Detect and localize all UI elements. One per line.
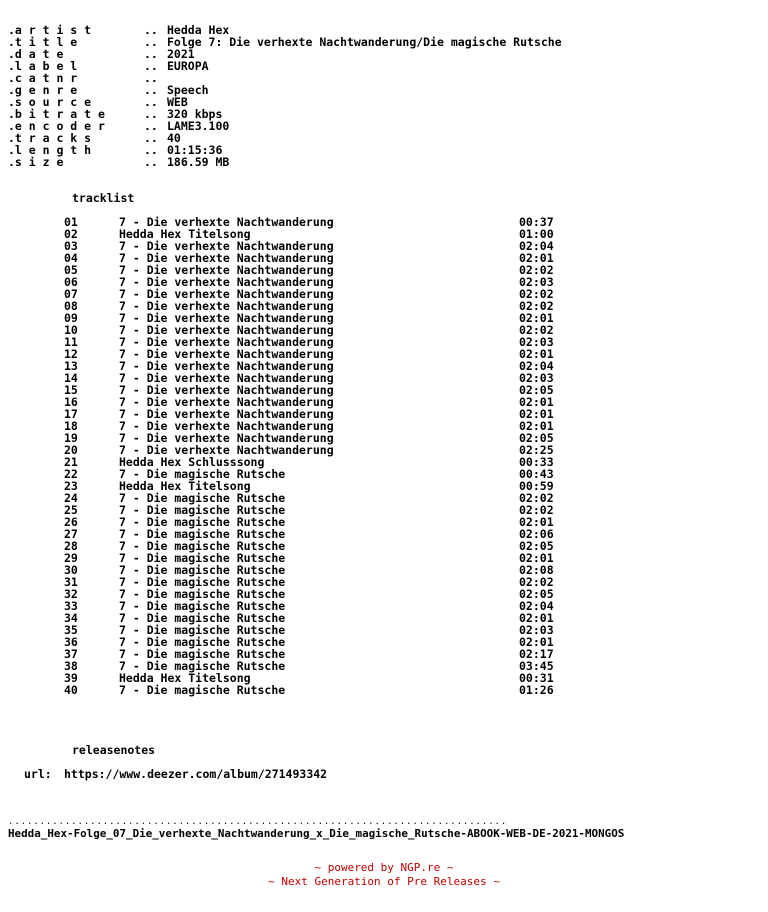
track-row: [0, 648, 768, 660]
track-row: [0, 228, 768, 240]
track-title: 7 - Die verhexte Nachtwanderung: [119, 407, 334, 421]
track-duration: 02:03: [519, 623, 554, 637]
track-row: [0, 384, 768, 396]
track-row: [0, 360, 768, 372]
track-duration: 02:02: [519, 575, 554, 589]
metadata-separator: ..: [144, 59, 158, 73]
metadata-key: .d a t e: [8, 47, 64, 61]
track-title: 7 - Die magische Rutsche: [119, 659, 286, 673]
track-row: [0, 480, 768, 492]
track-number: 38: [64, 659, 78, 673]
track-row: [0, 324, 768, 336]
track-row: [0, 528, 768, 540]
metadata-row: [8, 84, 708, 96]
metadata-row: [8, 60, 708, 72]
track-row: [0, 504, 768, 516]
track-duration: 00:43: [519, 467, 554, 481]
track-duration: 02:01: [519, 515, 554, 529]
metadata-key: .t i t l e: [8, 35, 78, 49]
track-title: 7 - Die verhexte Nachtwanderung: [119, 287, 334, 301]
track-title: 7 - Die magische Rutsche: [119, 647, 286, 661]
track-row: [0, 468, 768, 480]
track-title: 7 - Die verhexte Nachtwanderung: [119, 419, 334, 433]
track-title: 7 - Die verhexte Nachtwanderung: [119, 359, 334, 373]
track-title: 7 - Die magische Rutsche: [119, 599, 286, 613]
track-title: 7 - Die magische Rutsche: [119, 635, 286, 649]
tracklist-heading: tracklist: [72, 191, 135, 205]
track-number: 23: [64, 479, 78, 493]
track-title: 7 - Die verhexte Nachtwanderung: [119, 323, 334, 337]
track-title: 7 - Die verhexte Nachtwanderung: [119, 383, 334, 397]
track-row: [0, 552, 768, 564]
track-number: 34: [64, 611, 78, 625]
track-row: [0, 300, 768, 312]
track-duration: 02:04: [519, 239, 554, 253]
track-title: 7 - Die magische Rutsche: [119, 515, 286, 529]
track-duration: 01:00: [519, 227, 554, 241]
track-number: 11: [64, 335, 78, 349]
track-title: 7 - Die magische Rutsche: [119, 539, 286, 553]
track-row: [0, 348, 768, 360]
track-number: 18: [64, 419, 78, 433]
track-title: 7 - Die verhexte Nachtwanderung: [119, 371, 334, 385]
metadata-row: [8, 108, 708, 120]
track-row: [0, 288, 768, 300]
metadata-value: LAME3.100: [167, 119, 230, 133]
track-duration: 02:02: [519, 503, 554, 517]
track-title: 7 - Die verhexte Nachtwanderung: [119, 299, 334, 313]
dotted-rule: ...............................................................................: [8, 817, 508, 827]
track-duration: 02:05: [519, 383, 554, 397]
track-number: 40: [64, 683, 78, 697]
track-number: 31: [64, 575, 78, 589]
track-number: 25: [64, 503, 78, 517]
track-number: 32: [64, 587, 78, 601]
track-number: 12: [64, 347, 78, 361]
track-row: [0, 444, 768, 456]
track-duration: 02:06: [519, 527, 554, 541]
metadata-row: [8, 36, 708, 48]
metadata-value: 40: [167, 131, 181, 145]
track-number: 16: [64, 395, 78, 409]
track-number: 17: [64, 407, 78, 421]
metadata-row: [8, 96, 708, 108]
track-duration: 02:01: [519, 635, 554, 649]
track-duration: 00:37: [519, 215, 554, 229]
track-duration: 02:02: [519, 491, 554, 505]
metadata-row: [8, 48, 708, 60]
metadata-row: [8, 120, 708, 132]
track-number: 37: [64, 647, 78, 661]
track-title: Hedda Hex Titelsong: [119, 479, 251, 493]
track-number: 28: [64, 539, 78, 553]
track-duration: 02:05: [519, 431, 554, 445]
metadata-value: WEB: [167, 95, 188, 109]
track-row: [0, 432, 768, 444]
metadata-separator: ..: [144, 47, 158, 61]
track-number: 22: [64, 467, 78, 481]
metadata-row: [8, 132, 708, 144]
track-duration: 02:02: [519, 299, 554, 313]
track-title: 7 - Die magische Rutsche: [119, 491, 286, 505]
metadata-value: 320 kbps: [167, 107, 223, 121]
track-duration: 02:01: [519, 407, 554, 421]
track-duration: 02:01: [519, 419, 554, 433]
track-title: 7 - Die magische Rutsche: [119, 587, 286, 601]
track-duration: 01:26: [519, 683, 554, 697]
track-duration: 02:03: [519, 335, 554, 349]
metadata-value: Speech: [167, 83, 209, 97]
track-title: Hedda Hex Titelsong: [119, 671, 251, 685]
metadata-separator: ..: [144, 35, 158, 49]
track-title: 7 - Die verhexte Nachtwanderung: [119, 443, 334, 457]
track-title: 7 - Die magische Rutsche: [119, 611, 286, 625]
track-duration: 02:02: [519, 287, 554, 301]
track-number: 26: [64, 515, 78, 529]
track-title: 7 - Die verhexte Nachtwanderung: [119, 239, 334, 253]
footer-tagline: ~ Next Generation of Pre Releases ~: [268, 875, 500, 888]
track-title: 7 - Die magische Rutsche: [119, 575, 286, 589]
metadata-separator: ..: [144, 155, 158, 169]
track-row: [0, 336, 768, 348]
track-row: [0, 672, 768, 684]
track-row: [0, 372, 768, 384]
track-row: [0, 408, 768, 420]
track-duration: 03:45: [519, 659, 554, 673]
track-title: 7 - Die magische Rutsche: [119, 623, 286, 637]
track-duration: 02:02: [519, 323, 554, 337]
metadata-row: [8, 72, 708, 84]
track-title: 7 - Die verhexte Nachtwanderung: [119, 215, 334, 229]
track-duration: 02:05: [519, 587, 554, 601]
track-duration: 02:08: [519, 563, 554, 577]
track-row: [0, 612, 768, 624]
track-title: 7 - Die magische Rutsche: [119, 551, 286, 565]
metadata-key: .t r a c k s: [8, 131, 92, 145]
track-row: [0, 636, 768, 648]
metadata-separator: ..: [144, 23, 158, 37]
track-number: 30: [64, 563, 78, 577]
track-title: Hedda Hex Titelsong: [119, 227, 251, 241]
track-number: 08: [64, 299, 78, 313]
metadata-separator: ..: [144, 83, 158, 97]
track-duration: 00:31: [519, 671, 554, 685]
metadata-value: Hedda Hex: [167, 23, 230, 37]
track-duration: 02:01: [519, 347, 554, 361]
track-row: [0, 684, 768, 696]
track-row: [0, 240, 768, 252]
track-number: 02: [64, 227, 78, 241]
track-row: [0, 492, 768, 504]
releasenotes-heading: releasenotes: [72, 743, 156, 757]
metadata-key: .l e n g t h: [8, 143, 92, 157]
track-duration: 02:05: [519, 539, 554, 553]
metadata-key: .g e n r e: [8, 83, 78, 97]
track-title: 7 - Die verhexte Nachtwanderung: [119, 275, 334, 289]
url-link[interactable]: https://www.deezer.com/album/271493342: [64, 767, 328, 781]
metadata-value: 01:15:36: [167, 143, 223, 157]
metadata-value: 186.59 MB: [167, 155, 230, 169]
track-number: 01: [64, 215, 78, 229]
track-number: 27: [64, 527, 78, 541]
track-title: 7 - Die verhexte Nachtwanderung: [119, 431, 334, 445]
track-row: [0, 420, 768, 432]
metadata-separator: ..: [144, 107, 158, 121]
track-row: [0, 276, 768, 288]
track-duration: 02:01: [519, 311, 554, 325]
track-row: [0, 564, 768, 576]
metadata-separator: ..: [144, 71, 158, 85]
metadata-key: .s i z e: [8, 155, 64, 169]
track-number: 10: [64, 323, 78, 337]
track-row: [0, 396, 768, 408]
track-row: [0, 600, 768, 612]
track-duration: 02:25: [519, 443, 554, 457]
track-number: 04: [64, 251, 78, 265]
track-number: 14: [64, 371, 78, 385]
track-title: 7 - Die magische Rutsche: [119, 683, 286, 697]
track-number: 05: [64, 263, 78, 277]
metadata-key: .a r t i s t: [8, 23, 92, 37]
track-duration: 02:01: [519, 251, 554, 265]
track-number: 35: [64, 623, 78, 637]
track-duration: 02:03: [519, 371, 554, 385]
track-duration: 00:33: [519, 455, 554, 469]
track-title: 7 - Die magische Rutsche: [119, 563, 286, 577]
track-row: [0, 456, 768, 468]
metadata-key: .l a b e l: [8, 59, 78, 73]
track-duration: 00:59: [519, 479, 554, 493]
track-title: 7 - Die verhexte Nachtwanderung: [119, 263, 334, 277]
track-row: [0, 516, 768, 528]
track-title: 7 - Die magische Rutsche: [119, 467, 286, 481]
metadata-value: EUROPA: [167, 59, 209, 73]
track-row: [0, 264, 768, 276]
track-number: 29: [64, 551, 78, 565]
track-row: [0, 624, 768, 636]
track-duration: 02:04: [519, 359, 554, 373]
track-number: 33: [64, 599, 78, 613]
track-title: 7 - Die magische Rutsche: [119, 527, 286, 541]
track-number: 39: [64, 671, 78, 685]
track-title: Hedda Hex Schlusssong: [119, 455, 265, 469]
track-row: [0, 312, 768, 324]
metadata-separator: ..: [144, 131, 158, 145]
track-duration: 02:03: [519, 275, 554, 289]
track-duration: 02:01: [519, 395, 554, 409]
track-number: 24: [64, 491, 78, 505]
track-row: [0, 576, 768, 588]
track-row: [0, 216, 768, 228]
metadata-separator: ..: [144, 119, 158, 133]
metadata-value: Folge 7: Die verhexte Nachtwanderung/Die magische Rutsche: [167, 35, 562, 49]
track-duration: 02:02: [519, 263, 554, 277]
track-title: 7 - Die magische Rutsche: [119, 503, 286, 517]
track-duration: 02:04: [519, 599, 554, 613]
track-title: 7 - Die verhexte Nachtwanderung: [119, 311, 334, 325]
track-number: 07: [64, 287, 78, 301]
track-duration: 02:17: [519, 647, 554, 661]
track-number: 09: [64, 311, 78, 325]
track-number: 03: [64, 239, 78, 253]
metadata-key: .b i t r a t e: [8, 107, 105, 121]
track-title: 7 - Die verhexte Nachtwanderung: [119, 347, 334, 361]
track-number: 06: [64, 275, 78, 289]
track-number: 15: [64, 383, 78, 397]
metadata-key: .s o u r c e: [8, 95, 92, 109]
track-number: 36: [64, 635, 78, 649]
track-number: 20: [64, 443, 78, 457]
track-title: 7 - Die verhexte Nachtwanderung: [119, 335, 334, 349]
footer-powered-by: ~ powered by NGP.re ~: [314, 861, 454, 874]
url-label: url:: [24, 767, 52, 781]
track-duration: 02:01: [519, 611, 554, 625]
metadata-key: .c a t n r: [8, 71, 78, 85]
track-duration: 02:01: [519, 551, 554, 565]
track-title: 7 - Die verhexte Nachtwanderung: [119, 251, 334, 265]
track-row: [0, 252, 768, 264]
metadata-row: [8, 144, 708, 156]
track-row: [0, 540, 768, 552]
track-number: 21: [64, 455, 78, 469]
track-number: 13: [64, 359, 78, 373]
release-name: Hedda_Hex-Folge_07_Die_verhexte_Nachtwanderung_x_Die_magische_Rutsche-ABOOK-WEB-DE-2021-MONGOS: [8, 827, 625, 840]
metadata-row: [8, 156, 708, 168]
metadata-separator: ..: [144, 143, 158, 157]
track-title: 7 - Die verhexte Nachtwanderung: [119, 395, 334, 409]
metadata-key: .e n c o d e r: [8, 119, 105, 133]
track-number: 19: [64, 431, 78, 445]
metadata-value: 2021: [167, 47, 195, 61]
track-row: [0, 660, 768, 672]
metadata-separator: ..: [144, 95, 158, 109]
track-row: [0, 588, 768, 600]
